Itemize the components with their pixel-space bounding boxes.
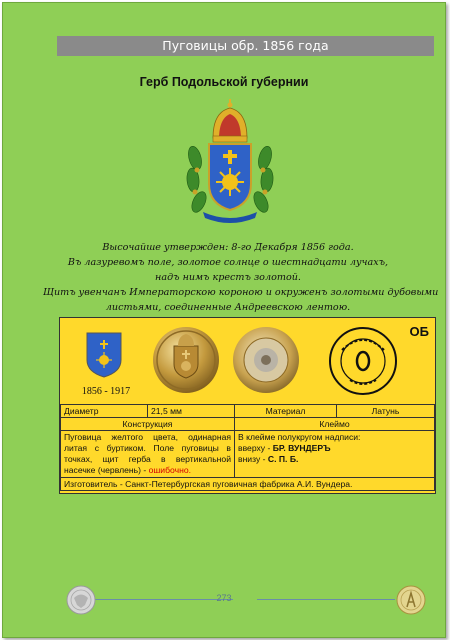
mark-top-line	[238, 443, 431, 454]
description-line: надъ нимъ крестъ золотой.	[155, 272, 301, 283]
section-title: Герб Подольской губернии	[139, 75, 309, 89]
manufacturer: Изготовитель - Санкт-Петербургская пуговичная фабрика А.И. Вундера.	[61, 478, 435, 491]
mark-cell	[235, 431, 435, 478]
spec-table	[60, 404, 435, 491]
header-title: Пуговицы обр. 1856 года	[57, 36, 434, 56]
page	[2, 2, 446, 638]
construction-cell	[61, 431, 235, 478]
small-shield-icon	[86, 332, 122, 378]
mark-top-label: вверху -	[238, 443, 273, 453]
description-line: Щитъ увенчанъ Императорскою короною и окруженъ золотыми дубовыми	[43, 287, 439, 298]
eagle-button-icon	[66, 585, 96, 615]
mark-bottom-label: внизу -	[238, 454, 268, 464]
mark-intro: В клейме полукругом надписи:	[238, 432, 361, 442]
diameter-label: Диаметр	[61, 405, 148, 418]
hallmark-stamp-image	[328, 326, 398, 396]
lettered-button-icon	[396, 585, 426, 615]
years-label: 1856 - 1917	[81, 386, 131, 397]
coat-of-arms-image	[185, 98, 275, 228]
mark-bottom-line	[238, 454, 431, 465]
description-line: листьями, соединенные Андреевскою лентою.	[105, 302, 351, 313]
page-number: 273	[216, 593, 232, 603]
mark-header: Клеймо	[235, 418, 435, 431]
button-card	[59, 317, 436, 494]
button-images-row	[60, 318, 435, 404]
diameter-value: 21,5 мм	[148, 405, 235, 418]
construction-error: ошибочно.	[148, 465, 191, 475]
mark-top-value: БР. ВУНДЕРЪ	[272, 443, 331, 453]
button-back-image	[232, 326, 300, 394]
description-line: Высочайше утвержден: 8-го Декабря 1856 года.	[102, 242, 354, 253]
type-code: ОБ	[409, 324, 429, 339]
construction-text: Пуговица желтого цвета, одинарная литая с буртиком. Поле пуговицы в точках, щит герба в вертикальной насечке (червлень) -	[64, 432, 231, 475]
description-line: Въ лазуревомъ поле, золотое солнце о шестнадцати лучахъ,	[67, 257, 389, 268]
button-front-image	[152, 326, 220, 394]
coat-description	[43, 240, 439, 315]
material-value: Латунь	[337, 405, 435, 418]
construction-header: Конструкция	[61, 418, 235, 431]
mark-bottom-value: С. П. Б.	[267, 454, 299, 464]
material-label: Материал	[235, 405, 337, 418]
